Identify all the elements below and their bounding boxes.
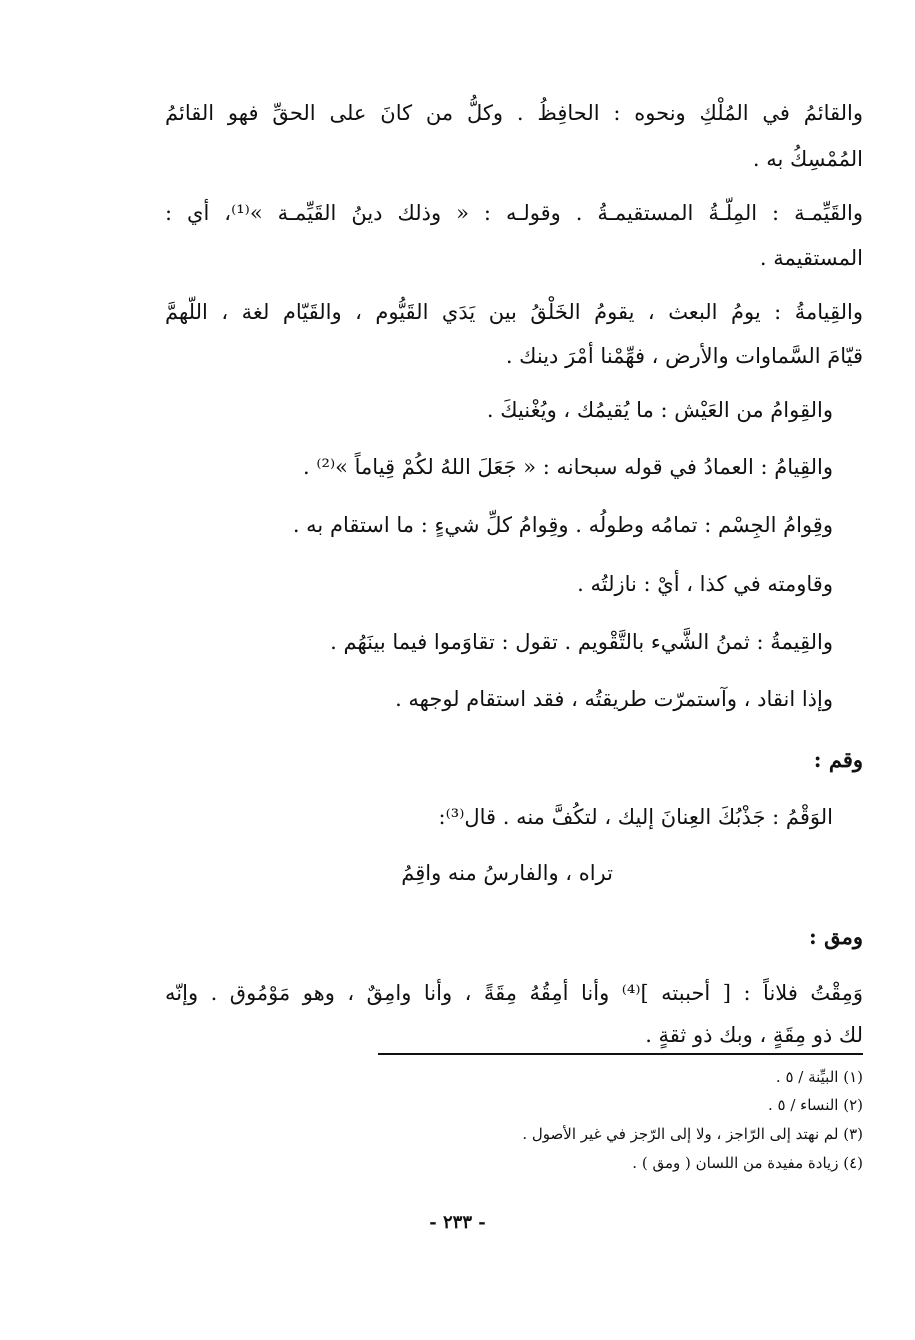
entry-heading-waqm: وقم : — [813, 747, 863, 772]
text-line-8: والقِيامُ : العمادُ في قوله سبحانه : « جَعَلَ اللهُ لكُمْ قِياماً »⁽²⁾ . — [303, 455, 833, 479]
text-line-14: وَمِقْتُ فلاناً : [ أحببته ]⁽⁴⁾ وأنا أمِقُهُ مِقَةً ، وأنا وامِقٌ ، وهو مَوْمُوق . وإنّه — [165, 981, 864, 1005]
text-line-12: وإذا انقاد ، وآستمرّت طريقتُه ، فقد استقام لوجهه . — [395, 687, 833, 711]
text-line-1: والقائمُ في المُلْكِ ونحوه : الحافِظُ . وكلُّ من كانَ على الحقِّ فهو القائمُ — [165, 101, 863, 125]
page-number: - ٢٣٣ - — [429, 1212, 486, 1233]
text-line-3: والقَيِّمـة : المِلّـةُ المستقيمـةُ . وقولـه : « وذلك دينُ القَيِّمـة »⁽¹⁾، أي : — [165, 201, 863, 225]
text-line-11: والقِيمةُ : ثمنُ الشَّيء بالتَّقْويم . تقول : تقاوَموا فيما بينَهُم . — [330, 630, 833, 654]
text-line-2: المُمْسِكُ به . — [752, 147, 863, 171]
entry-heading-wamq: ومق : — [809, 924, 863, 949]
text-line-10: وقاومته في كذا ، أيْ : نازلتُه . — [577, 572, 833, 596]
text-line-9: وقِوامُ الجِسْم : تمامُه وطولُه . وقِوامُ كلِّ شيءٍ : ما استقام به . — [292, 513, 833, 537]
text-line-5: والقِيامةُ : يومُ البعث ، يقومُ الخَلْقُ بين يَدَي القَيُّوم ، والقَيّام لغة ، اللّهمَّ — [165, 300, 863, 324]
verse-line: تراه ، والفارسُ منه واقِمُ — [401, 861, 613, 885]
footnote-4: (٤) زيادة مفيدة من اللسان ( ومق ) . — [632, 1154, 863, 1172]
text-line-15: لك ذو مِقَةٍ ، وبك ذو ثقةٍ . — [645, 1023, 863, 1047]
footnote-1: (١) البيِّنة / ٥ . — [775, 1068, 863, 1086]
footnote-3: (٣) لم نهتد إلى الرّاجز ، ولا إلى الرّجز في غير الأصول . — [522, 1125, 863, 1143]
footnote-divider — [378, 1053, 863, 1055]
footnote-2: (٢) النساء / ٥ . — [767, 1096, 863, 1114]
text-line-6: قيّامَ السَّماوات والأرض ، فهِّمْنا أمْرَ دينك . — [505, 344, 863, 368]
text-line-13: الوَقْمُ : جَذْبُكَ العِنانَ إليك ، لتكُفَّ منه . قال⁽³⁾: — [438, 805, 833, 829]
text-line-4: المستقيمة . — [759, 246, 863, 270]
text-line-7: والقِوامُ من العَيْش : ما يُقيمُك ، ويُغْنيكَ . — [486, 398, 833, 422]
